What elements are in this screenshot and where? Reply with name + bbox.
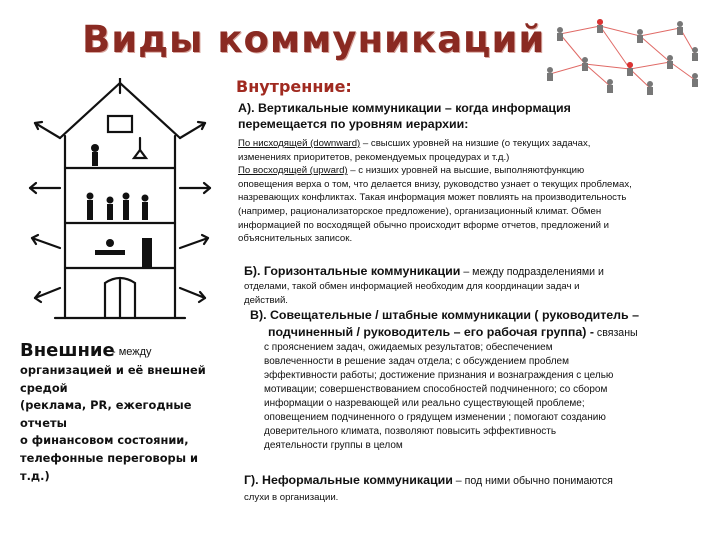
building-sketch-icon bbox=[20, 78, 220, 328]
staff-line: деятельности группы в целом bbox=[264, 440, 403, 451]
horizontal-heading: Б). Горизонтальные коммуникации bbox=[244, 264, 461, 278]
staff-body bbox=[250, 341, 716, 453]
staff-line: вовлеченности в решение задач отдела; с обсуждением проблем bbox=[264, 356, 569, 367]
vertical-head-line1: А). Вертикальные коммуникации – когда информация bbox=[238, 101, 571, 115]
horizontal-comm bbox=[244, 262, 714, 307]
external-line: организацией и её внешней bbox=[20, 363, 206, 377]
external-sub: - между bbox=[112, 346, 152, 358]
horizontal-line: действий. bbox=[244, 294, 288, 306]
vertical-comm-heading bbox=[238, 100, 571, 132]
upward-line: назревающих конфликтах. Такая информация может повлиять на производительность bbox=[238, 192, 627, 204]
internal-heading: Внутренние: bbox=[236, 77, 352, 96]
staff-line: оповещением подчиненного о грядущем изменении ; помогают созданию bbox=[264, 412, 606, 423]
downward-label: По нисходящей (downward) bbox=[238, 138, 361, 149]
staff-heading-line2: подчиненный / руководитель – его рабочая группа) - bbox=[268, 325, 594, 339]
people-network-icon bbox=[540, 14, 708, 96]
staff-tail: связаны bbox=[593, 327, 638, 339]
vertical-comm-body bbox=[238, 137, 708, 246]
staff-heading-line1: В). Совещательные / штабные коммуникации ( руководитель – bbox=[250, 308, 639, 322]
staff-line: информации о назревающей или реально существующей проблеме; bbox=[264, 398, 585, 409]
page-title: Виды коммуникаций bbox=[82, 18, 546, 61]
informal-line: слухи в организации. bbox=[244, 492, 339, 503]
external-heading: Внешние bbox=[20, 340, 115, 361]
external-line: средой bbox=[20, 380, 68, 395]
upward-label: По восходящей (upward) bbox=[238, 165, 348, 177]
upward-line: информацией по восходящей обычно происходит вформе отчетов, предложений и bbox=[238, 219, 610, 231]
external-line: (реклама, PR, ежегодные отчеты bbox=[20, 398, 192, 430]
upward-line: оповещения верха о том, что делается внизу, руководство узнает о текущих проблемах, bbox=[238, 178, 632, 190]
staff-line: мотивации; совершенствованием способностей подчиненного; со сбором bbox=[264, 384, 608, 395]
vertical-head-line2: перемещается по уровням иерархии: bbox=[238, 117, 469, 131]
staff-line: эффективности работы; достижение признания и вознаграждения с целью bbox=[264, 370, 614, 381]
upward-line: объяснительных записок. bbox=[238, 233, 353, 245]
upward-text: – с низших уровней на высшие, выполняютфункцию bbox=[347, 165, 585, 177]
downward-text: – свысших уровней на низшие (о текущих задачах, bbox=[360, 138, 591, 149]
staff-line: доверительного климата, позволяют повысить эффективность bbox=[264, 426, 557, 437]
downward-text2: изменениях приоритетов, рекомендуемых процедурах и т.д.) bbox=[238, 151, 510, 163]
upward-line: (например, рационализаторское предложение), организационный климат. Обмен bbox=[238, 205, 602, 217]
horizontal-line: отделами, такой обмен информацией необходим для координации задач и bbox=[244, 281, 580, 292]
external-body bbox=[20, 362, 230, 485]
informal-comm bbox=[244, 471, 714, 505]
staff-comm bbox=[250, 307, 716, 453]
external-line: о финансовом состоянии, bbox=[20, 433, 189, 448]
horizontal-tail: – между подразделениями и bbox=[460, 266, 604, 278]
informal-tail: – под ними обычно понимаются bbox=[452, 475, 613, 487]
informal-heading: Г). Неформальные коммуникации bbox=[244, 473, 453, 487]
staff-line: с прояснением задач, ожидаемых результатов; обеспечением bbox=[264, 342, 553, 353]
external-line: телефонные переговоры и т.д.) bbox=[20, 450, 198, 483]
